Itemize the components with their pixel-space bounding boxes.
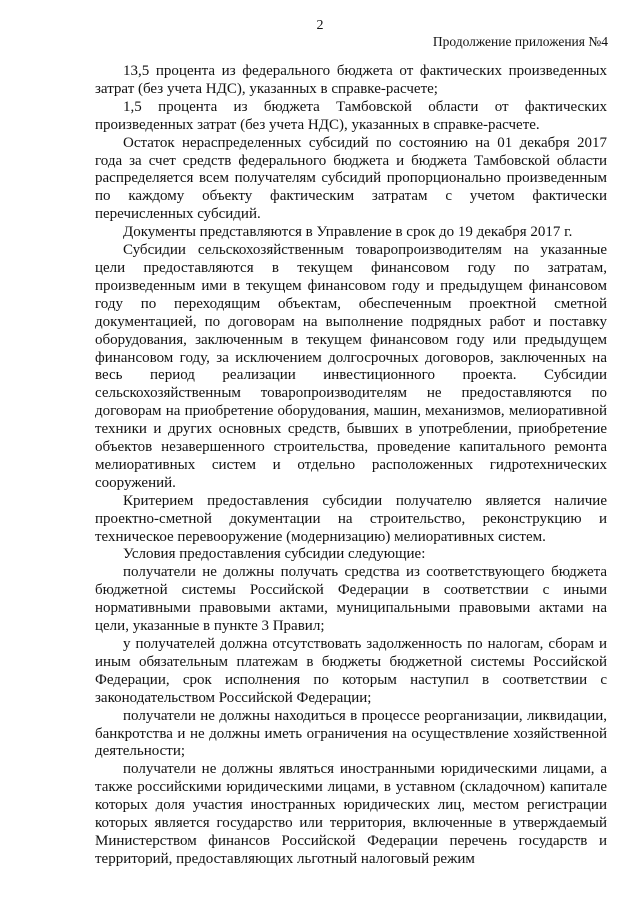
document-body: [95, 63, 607, 869]
paragraph-federal-budget-share: 13,5 процента из федерального бюджета от фактических произведенных затрат (без учета НДС), указанных в справке-расчете;: [95, 63, 607, 97]
page-number: 2: [316, 18, 324, 33]
paragraph-eligibility-criterion: Критерием предоставления субсидии получателю является наличие проектно-сметной документации на строительство, реконструкцию и техническое перевооружение (модернизацию) мелиоративных систем.: [95, 492, 607, 545]
appendix-continuation-label: Продолжение приложения №4: [432, 34, 608, 49]
paragraph-condition-not-foreign: получатели не должны являться иностранными юридическими лицами, а также российскими юридическими лицами, в уставном (складочном) капитале которых доля участия иностранных юридических лиц, местом регистрации которых является государство или территория, включенные в утверждаемый Министерством финансов Российской Федерации перечень государств и территорий, предоставляющих льготный налоговый режим: [95, 761, 607, 867]
paragraph-condition-no-tax-debt: у получателей должна отсутствовать задолженность по налогам, сборам и иным обязательным платежам в бюджеты бюджетной системы Российской Федерации, срок исполнения по которым наступил в соответствии с законодательством Российской Федерации;: [95, 636, 607, 706]
paragraph-conditions-heading: Условия предоставления субсидии следующие:: [123, 546, 426, 563]
paragraph-remaining-subsidies: Остаток нераспределенных субсидий по состоянию на 01 декабря 2017 года за счет средств федерального бюджета и бюджета Тамбовской области распределяется всем получателям субсидий пропорционально произведенным по каждому объекту фактическим затратам с учетом фактически перечисленных субсидий.: [95, 134, 607, 223]
paragraph-document-deadline: Документы представляются в Управление в срок до 19 декабря 2017 г.: [123, 224, 573, 241]
paragraph-condition-no-reorganization: получатели не должны находиться в процессе реорганизации, ликвидации, банкротства и не должны иметь ограничения на осуществление хозяйственной деятельности;: [95, 707, 607, 760]
paragraph-regional-budget-share: 1,5 процента из бюджета Тамбовской области от фактических произведенных затрат (без учета НДС), указанных в справке-расчете.: [95, 98, 607, 133]
paragraph-condition-no-other-funds: получатели не должны получать средства из соответствующего бюджета бюджетной системы Российской Федерации в соответствии с иными нормативными правовыми актами, муниципальными правовыми актами на цели, указанные в пункте 3 Правил;: [95, 564, 607, 635]
paragraph-subsidy-scope: Субсидии сельскохозяйственным товаропроизводителям на указанные цели предоставляются в текущем финансовом году по затратам, произведенным ими в текущем финансовом году и предыдущем финансовом году по переходящим объектам, обеспеченным проектной сметной документацией, по договорам на выполнение подрядных работ и поставку оборудования, заключенным в текущем финансовом году или предыдущем финансовом году, за исключением долгосрочных договоров, заключенных на весь период реализации инвестиционного проекта. Субсидии сельскохозяйственным товаропроизводителям не предоставляются по договорам на приобретение оборудования, машин, механизмов, мелиоративной техники и других основных средств, бывших в употреблении, приобретение объектов незавершенного строительства, проведение капитального ремонта мелиоративных систем и отдельно расположенных гидротехнических сооружений.: [95, 242, 607, 491]
